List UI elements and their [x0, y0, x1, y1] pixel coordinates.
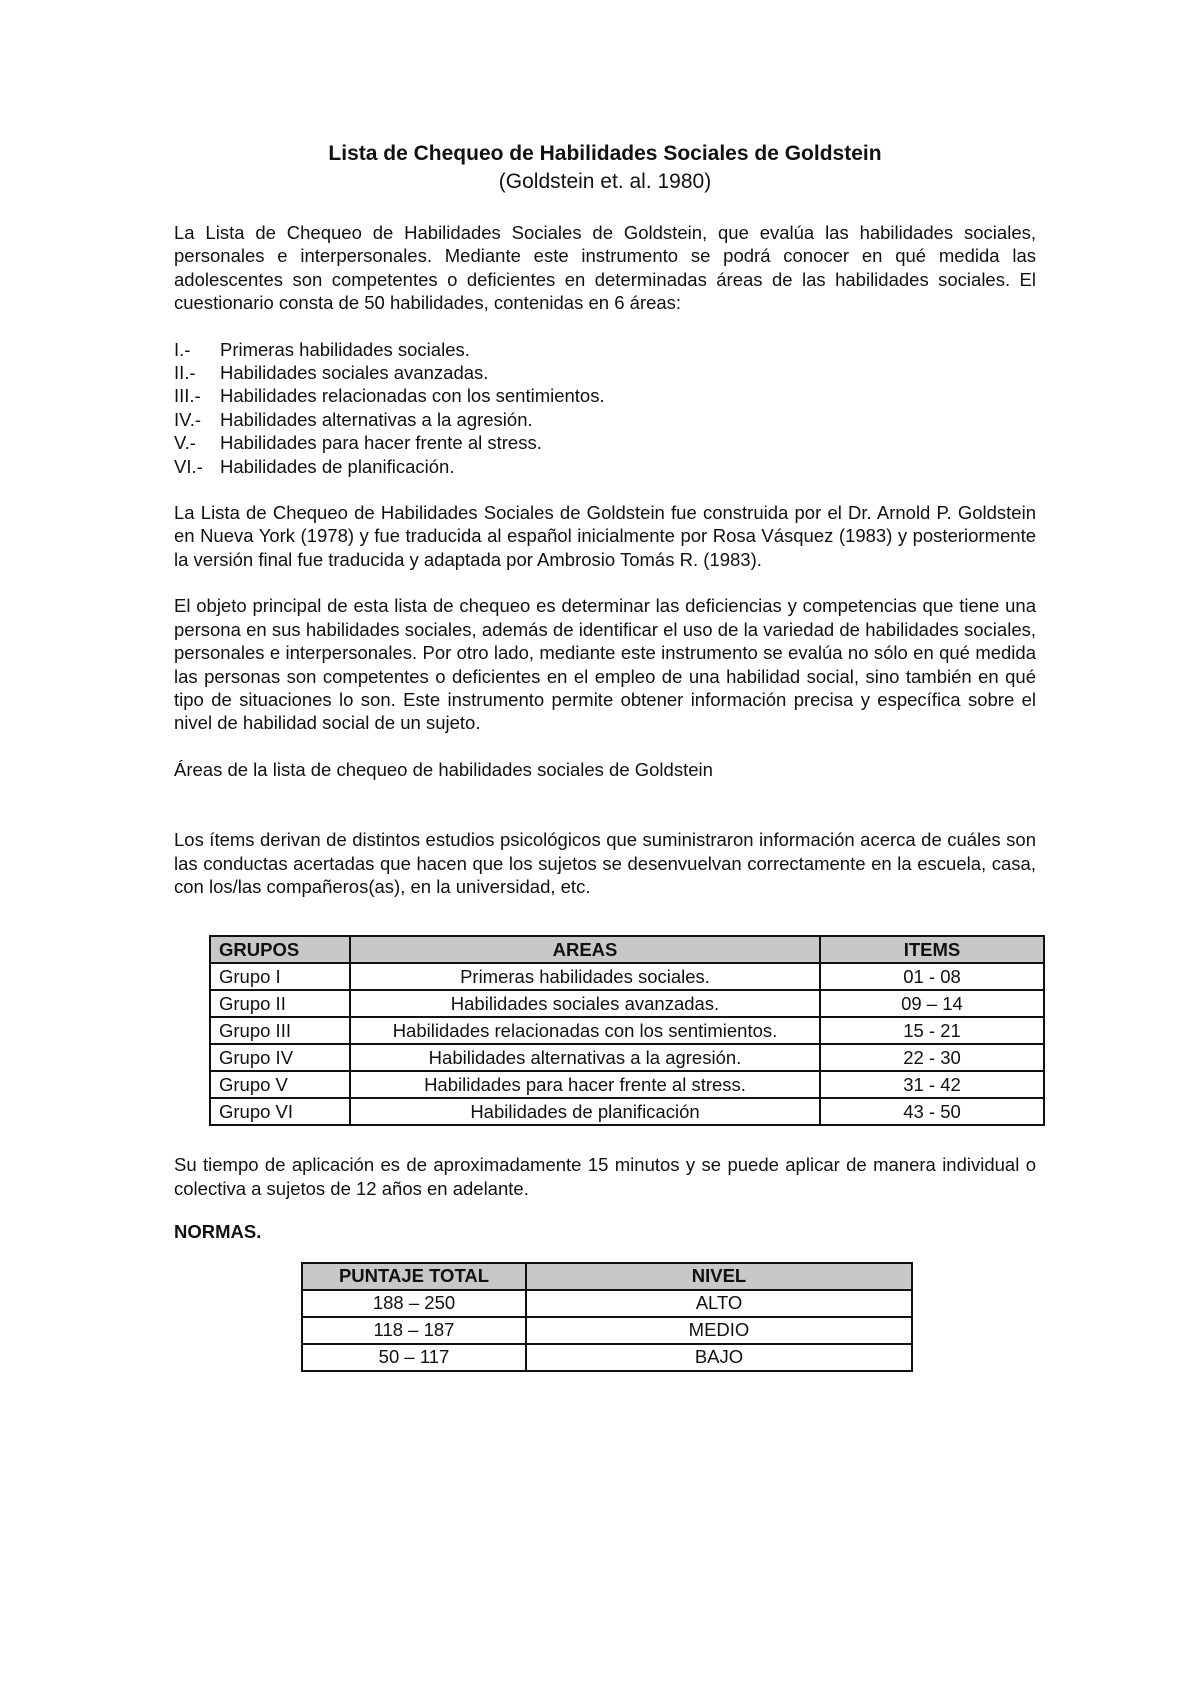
table-row — [210, 990, 1044, 1017]
table-row — [210, 1017, 1044, 1044]
table-cell: Habilidades relacionadas con los sentimientos. — [350, 1017, 820, 1044]
table-row — [302, 1344, 912, 1371]
table-cell: 188 – 250 — [302, 1290, 526, 1317]
areas-list — [174, 338, 1036, 478]
table-cell: MEDIO — [526, 1317, 912, 1344]
table-cell: Grupo IV — [210, 1044, 350, 1071]
column-header-areas: AREAS — [350, 936, 820, 963]
column-header-puntaje-total: PUNTAJE TOTAL — [302, 1263, 526, 1290]
table-cell: 15 - 21 — [820, 1017, 1044, 1044]
intro-paragraph: La Lista de Chequeo de Habilidades Sociales de Goldstein, que evalúa las habilidades sociales, personales e interpersonales. Mediante este instrumento se podrá conocer en qué medida las adolescentes son competentes o deficientes en determinadas áreas de las habilidades sociales. El cuestionario consta de 50 habilidades, contenidas en 6 áreas: — [174, 222, 1036, 314]
table-row — [210, 1098, 1044, 1125]
list-item-text: Habilidades para hacer frente al stress. — [220, 432, 542, 454]
column-header-nivel: NIVEL — [526, 1263, 912, 1290]
objective-paragraph: El objeto principal de esta lista de chequeo es determinar las deficiencias y competencias que tiene una persona en sus habilidades sociales, además de identificar el uso de la variedad de habilidades sociales, personales e interpersonales. Por otro lado, mediante este instrumento se evalúa no sólo en qué medida las personas son competentes o deficientes en el empleo de una habilidad social, sino también en qué tipo de situaciones lo son. Este instrumento permite obtener información precisa y específica sobre el nivel de habilidad social de un sujeto. — [174, 595, 1036, 734]
table-cell: Grupo III — [210, 1017, 350, 1044]
table-cell: Habilidades de planificación — [350, 1098, 820, 1125]
table-cell: Grupo II — [210, 990, 350, 1017]
table-cell: Habilidades sociales avanzadas. — [350, 990, 820, 1017]
table-cell: Grupo I — [210, 963, 350, 990]
table-cell: Grupo VI — [210, 1098, 350, 1125]
list-item-number: IV.- — [174, 408, 202, 430]
document-subtitle: (Goldstein et. al. 1980) — [498, 170, 712, 193]
list-item-text: Habilidades sociales avanzadas. — [220, 362, 489, 384]
list-item-number: III.- — [174, 385, 201, 407]
norms-heading: NORMAS. — [174, 1221, 262, 1243]
table-cell: Habilidades alternativas a la agresión. — [350, 1044, 820, 1071]
table-cell: 22 - 30 — [820, 1044, 1044, 1071]
list-item-text: Habilidades alternativas a la agresión. — [220, 408, 533, 430]
table-cell: 43 - 50 — [820, 1098, 1044, 1125]
list-item-text: Primeras habilidades sociales. — [220, 338, 470, 360]
list-item-text: Habilidades de planificación. — [220, 455, 455, 477]
table-row — [302, 1290, 912, 1317]
table-cell: ALTO — [526, 1290, 912, 1317]
table-cell: 31 - 42 — [820, 1071, 1044, 1098]
table-cell: 118 – 187 — [302, 1317, 526, 1344]
table-row — [210, 1044, 1044, 1071]
table-cell: Primeras habilidades sociales. — [350, 963, 820, 990]
table-header-row — [210, 936, 1044, 963]
document-page — [174, 140, 1036, 1372]
norms-table — [301, 1262, 913, 1372]
table-cell: 01 - 08 — [820, 963, 1044, 990]
table-cell: Habilidades para hacer frente al stress. — [350, 1071, 820, 1098]
history-paragraph: La Lista de Chequeo de Habilidades Sociales de Goldstein fue construida por el Dr. Arnold P. Goldstein en Nueva York (1978) y fue traducida al español inicialmente por Rosa Vásquez (1983) y posteriormente la versión final fue traducida y adaptada por Ambrosio Tomás R. (1983). — [174, 502, 1036, 570]
list-item-number: I.- — [174, 338, 191, 360]
table-cell: 50 – 117 — [302, 1344, 526, 1371]
list-item-text: Habilidades relacionadas con los sentimientos. — [220, 385, 605, 407]
table-row — [210, 1071, 1044, 1098]
column-header-items: ITEMS — [820, 936, 1044, 963]
table-row — [302, 1317, 912, 1344]
list-item — [174, 455, 1036, 478]
table-cell: BAJO — [526, 1344, 912, 1371]
table-cell: 09 – 14 — [820, 990, 1044, 1017]
list-item — [174, 338, 1036, 361]
list-item — [174, 431, 1036, 454]
items-paragraph: Los ítems derivan de distintos estudios psicológicos que suministraron información acerca de cuáles son las conductas acertadas que hacen que los sujetos se desenvuelvan correctamente en la escuela, casa, con los/las compañeros(as), en la universidad, etc. — [174, 829, 1036, 897]
column-header-grupos: GRUPOS — [210, 936, 350, 963]
list-item-number: VI.- — [174, 455, 203, 477]
list-item — [174, 408, 1036, 431]
table-header-row — [302, 1263, 912, 1290]
application-paragraph: Su tiempo de aplicación es de aproximadamente 15 minutos y se puede aplicar de manera individual o colectiva a sujetos de 12 años en adelante. — [174, 1154, 1036, 1199]
list-item-number: V.- — [174, 432, 196, 454]
document-title: Lista de Chequeo de Habilidades Sociales de Goldstein — [328, 142, 882, 165]
table-row — [210, 963, 1044, 990]
areas-heading: Áreas de la lista de chequeo de habilidades sociales de Goldstein — [174, 758, 713, 780]
table-cell: Grupo V — [210, 1071, 350, 1098]
list-item — [174, 384, 1036, 407]
list-item — [174, 361, 1036, 384]
groups-table — [209, 935, 1045, 1126]
list-item-number: II.- — [174, 362, 196, 384]
